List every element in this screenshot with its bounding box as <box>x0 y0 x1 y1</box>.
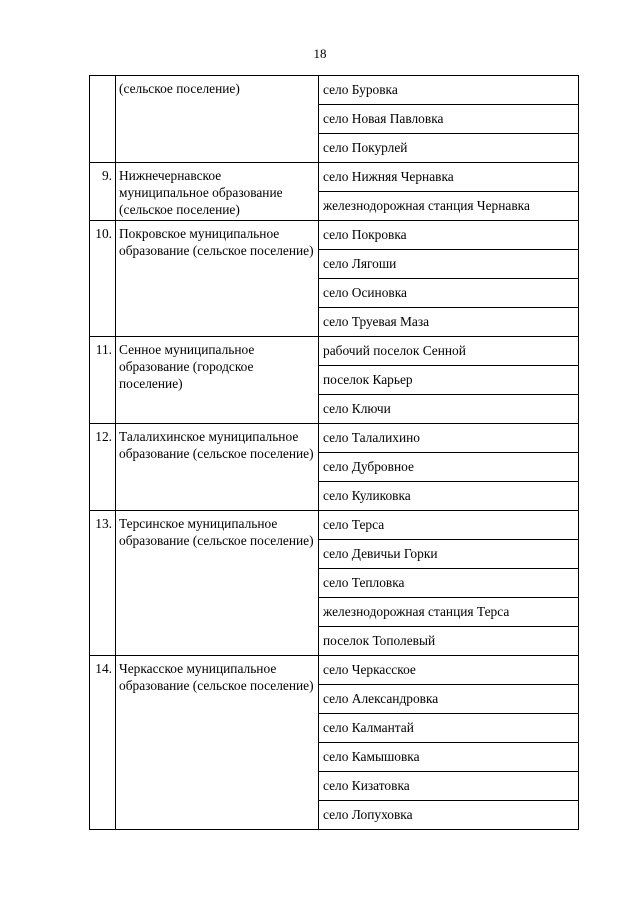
settlement-cell <box>319 76 579 105</box>
table-row <box>90 163 579 192</box>
row-number: 9. <box>90 163 116 221</box>
settlement-cell <box>319 482 579 511</box>
settlement-name: село Нижняя Чернавка <box>323 169 454 184</box>
settlement-cell <box>319 395 579 424</box>
settlement-name: село Покровка <box>323 227 407 242</box>
municipality-name: Покровское муниципальное образование (сельское поселение) <box>116 221 319 337</box>
row-number: 14. <box>90 656 116 830</box>
settlement-name: село Буровка <box>323 82 398 97</box>
settlement-cell <box>319 221 579 250</box>
settlement-cell <box>319 308 579 337</box>
settlement-name: село Кизатовка <box>323 778 410 793</box>
table-row <box>90 76 579 105</box>
municipality-name: Нижнечернавское муниципальное образование (сельское поселение) <box>116 163 319 221</box>
settlement-cell <box>319 772 579 801</box>
settlement-cell <box>319 627 579 656</box>
settlement-name: село Куликовка <box>323 488 411 503</box>
settlements-table <box>89 75 579 830</box>
settlement-cell <box>319 105 579 134</box>
settlement-cell <box>319 685 579 714</box>
settlement-name: железнодорожная станция Чернавка <box>323 198 530 213</box>
table-body <box>90 76 579 830</box>
settlement-name: село Лягоши <box>323 256 397 271</box>
settlement-cell <box>319 511 579 540</box>
table-row <box>90 337 579 366</box>
settlement-cell <box>319 250 579 279</box>
settlement-name: село Калмантай <box>323 720 414 735</box>
table-row <box>90 511 579 540</box>
settlement-cell <box>319 540 579 569</box>
row-number: 13. <box>90 511 116 656</box>
settlement-name: село Труевая Маза <box>323 314 430 329</box>
settlement-cell <box>319 801 579 830</box>
settlement-name: поселок Карьер <box>323 372 413 387</box>
settlement-cell <box>319 598 579 627</box>
table-row <box>90 656 579 685</box>
settlement-cell <box>319 337 579 366</box>
settlement-cell <box>319 424 579 453</box>
settlement-name: село Осиновка <box>323 285 407 300</box>
settlement-name: село Дубровное <box>323 459 414 474</box>
settlement-cell <box>319 743 579 772</box>
settlement-name: рабочий поселок Сенной <box>323 343 466 358</box>
settlement-cell <box>319 569 579 598</box>
settlement-name: железнодорожная станция Терса <box>323 604 510 619</box>
settlement-name: село Девичьи Горки <box>323 546 438 561</box>
settlement-cell <box>319 192 579 221</box>
municipality-name: Черкасское муниципальное образование (сельское поселение) <box>116 656 319 830</box>
settlement-cell <box>319 134 579 163</box>
settlement-cell <box>319 366 579 395</box>
row-number: 12. <box>90 424 116 511</box>
municipality-name: (сельское поселение) <box>116 76 319 163</box>
municipality-name: Терсинское муниципальное образование (сельское поселение) <box>116 511 319 656</box>
settlement-name: село Новая Павловка <box>323 111 444 126</box>
settlement-cell <box>319 714 579 743</box>
table-row <box>90 424 579 453</box>
settlement-name: село Тепловка <box>323 575 405 590</box>
settlement-name: село Камышовка <box>323 749 420 764</box>
settlement-cell <box>319 656 579 685</box>
row-number: 11. <box>90 337 116 424</box>
settlement-name: село Терса <box>323 517 385 532</box>
settlement-cell <box>319 279 579 308</box>
settlement-name: село Черкасское <box>323 662 416 677</box>
table-row <box>90 221 579 250</box>
row-number: 10. <box>90 221 116 337</box>
settlement-name: село Ключи <box>323 401 391 416</box>
row-number <box>90 76 116 163</box>
settlement-name: село Александровка <box>323 691 439 706</box>
settlement-name: село Лопуховка <box>323 807 413 822</box>
municipality-name: Сенное муниципальное образование (городское поселение) <box>116 337 319 424</box>
settlement-cell <box>319 163 579 192</box>
settlement-name: село Покурлей <box>323 140 408 155</box>
municipality-name: Талалихинское муниципальное образование (сельское поселение) <box>116 424 319 511</box>
settlement-name: село Талалихино <box>323 430 420 445</box>
page-number: 18 <box>313 46 327 61</box>
settlement-cell <box>319 453 579 482</box>
settlement-name: поселок Тополевый <box>323 633 436 648</box>
